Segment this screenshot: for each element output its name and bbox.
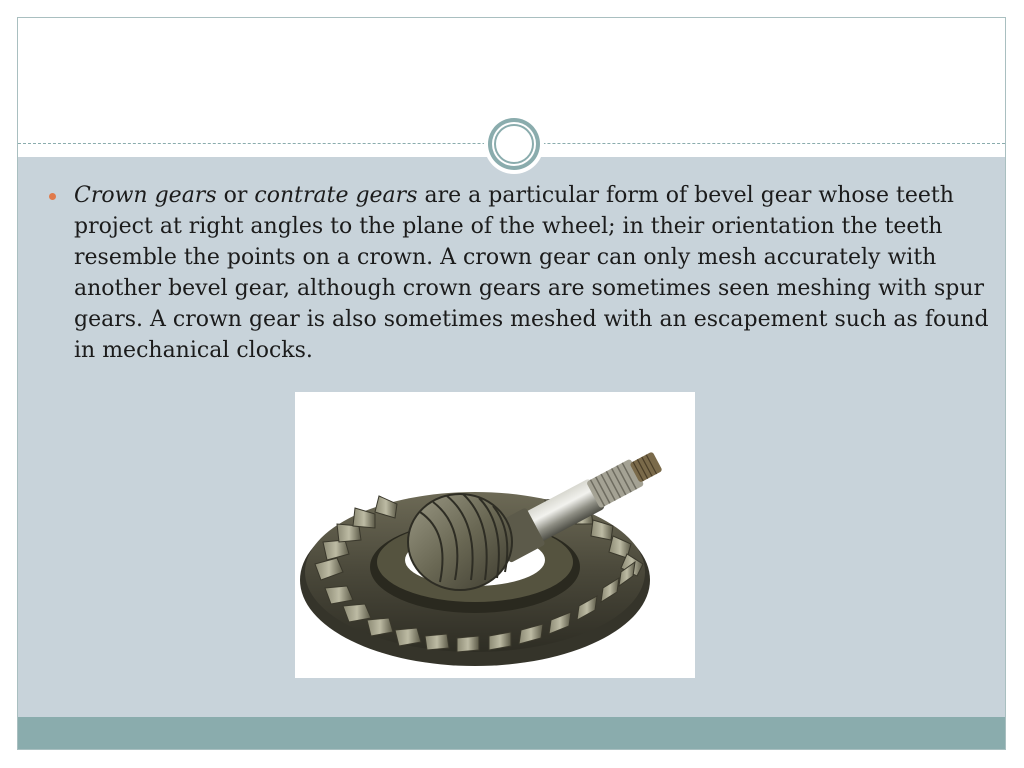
ornament-center-circle — [494, 124, 534, 164]
bullet-item — [74, 180, 994, 366]
footer-bar — [18, 717, 1005, 750]
term-contrate-gears: contrate gears — [254, 183, 418, 208]
slide-frame — [17, 17, 1006, 750]
conjunction: or — [223, 183, 248, 208]
crown-gear-icon — [295, 392, 695, 678]
bullet-list — [74, 180, 994, 366]
term-crown-gears: Crown gears — [74, 183, 217, 208]
bullet-body-text: are a particular form of bevel gear whose teeth project at right angles to the plane of the wheel; in their orientation the teeth resemble the points on a crown. A crown gear can only mesh accurately with another bevel gear, although crown gears are sometimes seen meshing with spur gears. A crown gear is also sometimes meshed with an escapement such as found in mechanical clocks. — [74, 183, 989, 363]
crown-gear-photo — [295, 392, 695, 678]
bullet-text — [74, 183, 989, 363]
bullet-dot-icon — [49, 193, 56, 200]
